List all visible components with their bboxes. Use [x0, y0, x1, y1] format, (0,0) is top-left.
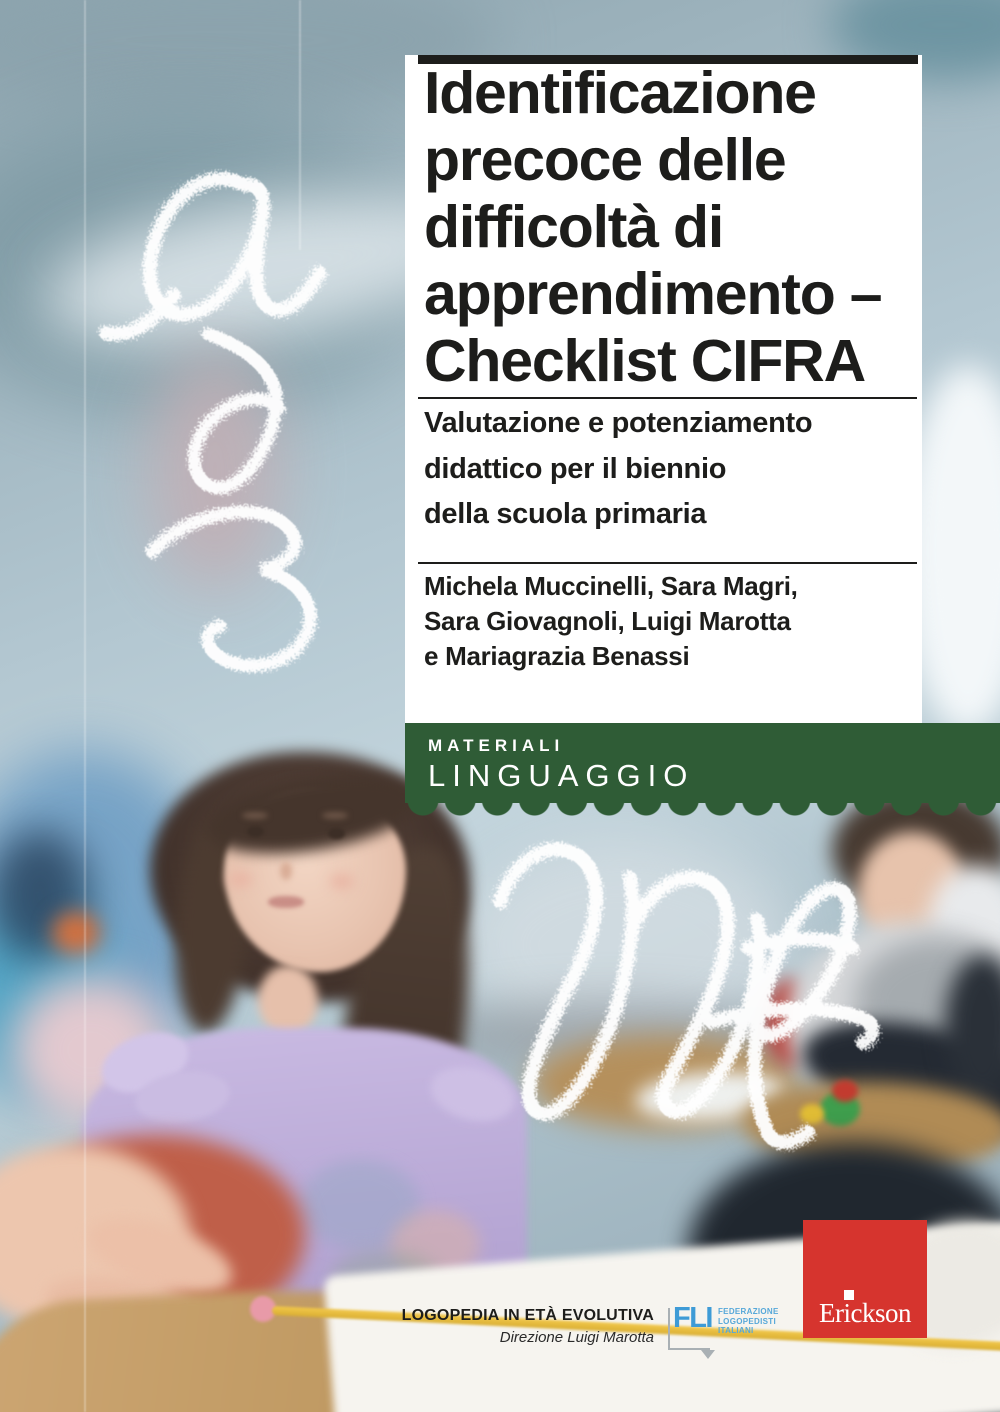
- photo-crease-line: [84, 0, 86, 1412]
- photo-wall-line: [299, 0, 301, 250]
- subtitle-line: didattico per il biennio: [424, 452, 727, 485]
- photo-girl-neck: [258, 965, 318, 1035]
- series-subject-label: LINGUAGGIO: [428, 758, 695, 793]
- book-title: [424, 60, 914, 395]
- photo-girl-mouth: [268, 896, 304, 908]
- photo-girl-eye: [328, 828, 345, 839]
- photo-toy: [800, 1104, 824, 1124]
- series-name: LOGOPEDIA IN ETÀ EVOLUTIVA: [401, 1307, 654, 1324]
- fli-words: [718, 1307, 779, 1336]
- divider-rule: [418, 397, 917, 399]
- divider-rule: [418, 562, 917, 564]
- series-band-scallops: [405, 803, 1000, 820]
- photo-girl-eye: [247, 826, 264, 837]
- title-line: Identificazione: [424, 60, 816, 126]
- authors-line: Sara Giovagnoli, Luigi Marotta: [424, 606, 791, 636]
- fli-word: LOGOPEDISTI: [718, 1316, 776, 1326]
- photo-girl-cheek: [330, 874, 354, 889]
- book-authors: [424, 569, 914, 674]
- fli-logo: [668, 1301, 778, 1363]
- photo-door-blur: [150, 350, 280, 590]
- photo-girl-nose: [280, 862, 292, 880]
- photo-shelf-item: [52, 912, 100, 954]
- fli-word: FEDERAZIONE: [718, 1307, 779, 1316]
- fli-word: ITALIANI: [718, 1326, 754, 1335]
- fli-logo-frame: [668, 1308, 670, 1348]
- fli-acronym: FLI: [673, 1302, 712, 1334]
- authors-line: e Mariagrazia Benassi: [424, 641, 690, 671]
- erickson-name: Erickson: [819, 1298, 911, 1328]
- series-direction: Direzione Luigi Marotta: [499, 1329, 654, 1346]
- photo-girl-cheek: [228, 872, 252, 887]
- fli-logo-tail-icon: [701, 1350, 715, 1359]
- subtitle-line: Valutazione e potenziamento: [424, 407, 813, 439]
- series-band: [405, 723, 1000, 803]
- book-subtitle: [424, 401, 914, 538]
- photo-toy: [832, 1080, 858, 1102]
- title-line: apprendimento –: [424, 261, 882, 327]
- title-line: Checklist CIFRA: [424, 328, 865, 394]
- authors-line: Michela Muccinelli, Sara Magri,: [424, 571, 798, 601]
- series-info: [402, 1307, 654, 1346]
- erickson-logo: [803, 1220, 927, 1338]
- photo-girl-eyebrow: [242, 812, 268, 819]
- title-panel: [405, 55, 922, 723]
- title-line: precoce delle: [424, 127, 786, 193]
- subtitle-line: della scuola primaria: [424, 498, 707, 530]
- title-line: difficoltà di: [424, 194, 724, 260]
- series-category-label: MATERIALI: [428, 736, 565, 755]
- photo-girl-eyebrow: [322, 812, 348, 819]
